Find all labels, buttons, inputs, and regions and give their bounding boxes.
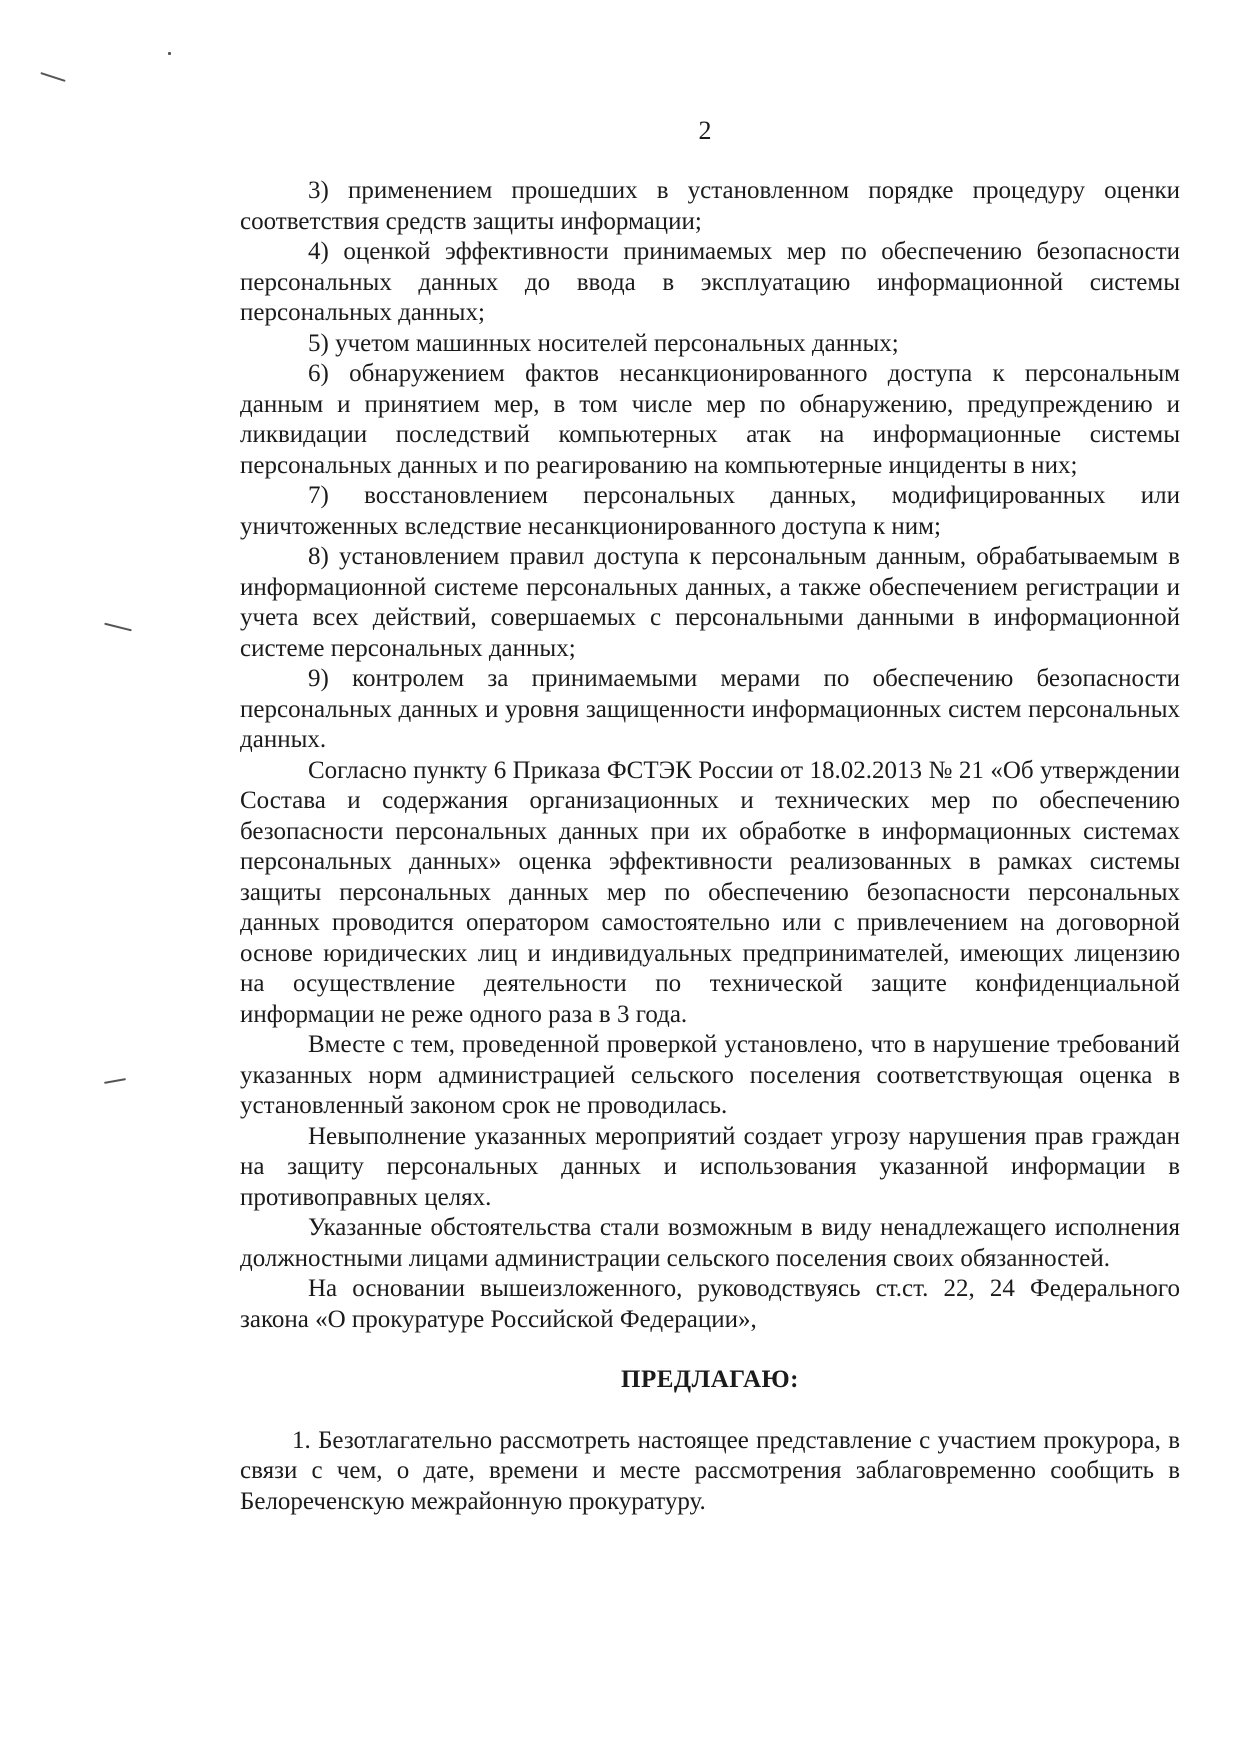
paragraph-item-9: 9) контролем за принимаемыми мерами по обеспечению безопасности персональных данных и уровня защищенности информационных систем персональных данных. [240,665,1180,753]
proposal-item-1: 1. Безотлагательно рассмотреть настоящее представление с участием прокурора, в связи с чем, о дате, времени и месте рассмотрения заблаговременно сообщить в Белореченскую межрайонную прокуратуру. [240,1426,1180,1515]
paragraph-item-6: 6) обнаружением фактов несанкционированного доступа к персональным данным и принятием мер, в том числе мер по обнаружению, предупреждению и ликвидации последствий компьютерных атак на информационные системы персональных данных и по реагированию на компьютерные инциденты в них; [240,360,1180,479]
page-number: 2 [698,116,712,145]
section-heading: ПРЕДЛАГАЮ: [621,1366,799,1393]
paragraph-circumstances: Указанные обстоятельства стали возможным в виду ненадлежащего исполнения должностными лицами администрации сельского поселения своих обязанностей. [240,1214,1180,1272]
paragraph-item-4: 4) оценкой эффективности принимаемых мер по обеспечению безопасности персональных данных до ввода в эксплуатацию информационной системы персональных данных; [240,238,1180,326]
paragraph-item-7: 7) восстановлением персональных данных, модифицированных или уничтоженных вследствие несанкционированного доступа к ним; [240,482,1180,540]
paragraph-fstek-order: Согласно пункту 6 Приказа ФСТЭК России от 18.02.2013 № 21 «Об утверждении Состава и содержания организационных и технических мер по обеспечению безопасности персональных данных при их обработке в информационных системах персональных данных» оценка эффективности реализованных в рамках системы защиты персональных данных мер по обеспечению безопасности персональных данных проводится оператором самостоятельно или с привлечением на договорной основе юридических лиц и индивидуальных предпринимателей, имеющих лицензию на осуществление деятельности по технической защите конфиденциальной информации не реже одного раза в 3 года. [240,756,1180,1028]
scan-artifact-dot [168,52,171,55]
paragraph-threat: Невыполнение указанных мероприятий создает угрозу нарушения прав граждан на защиту персональных данных и использования указанной информации в противоправных целях. [240,1122,1180,1211]
scan-artifact-mark [40,72,65,82]
paragraph-legal-basis: На основании вышеизложенного, руководствуясь ст.ст. 22, 24 Федерального закона «О прокуратуре Российской Федерации», [240,1275,1180,1333]
document-body [240,176,1180,1517]
paragraph-item-8: 8) установлением правил доступа к персональным данным, обрабатываемым в информационной системе персональных данных, а также обеспечением регистрации и учета всех действий, совершаемых с персональными данными в информационной системе персональных данных; [240,543,1180,662]
paragraph-violation: Вместе с тем, проведенной проверкой установлено, что в нарушение требований указанных норм администрацией сельского поселения соответствующая оценка в установленный законом срок не проводилась. [240,1031,1180,1119]
paragraph-item-5: 5) учетом машинных носителей персональных данных; [308,329,899,357]
scan-artifact-mark [104,1078,126,1084]
scan-artifact-mark [104,623,132,632]
paragraph-item-3: 3) применением прошедших в установленном порядке процедуру оценки соответствия средств защиты информации; [240,177,1180,235]
